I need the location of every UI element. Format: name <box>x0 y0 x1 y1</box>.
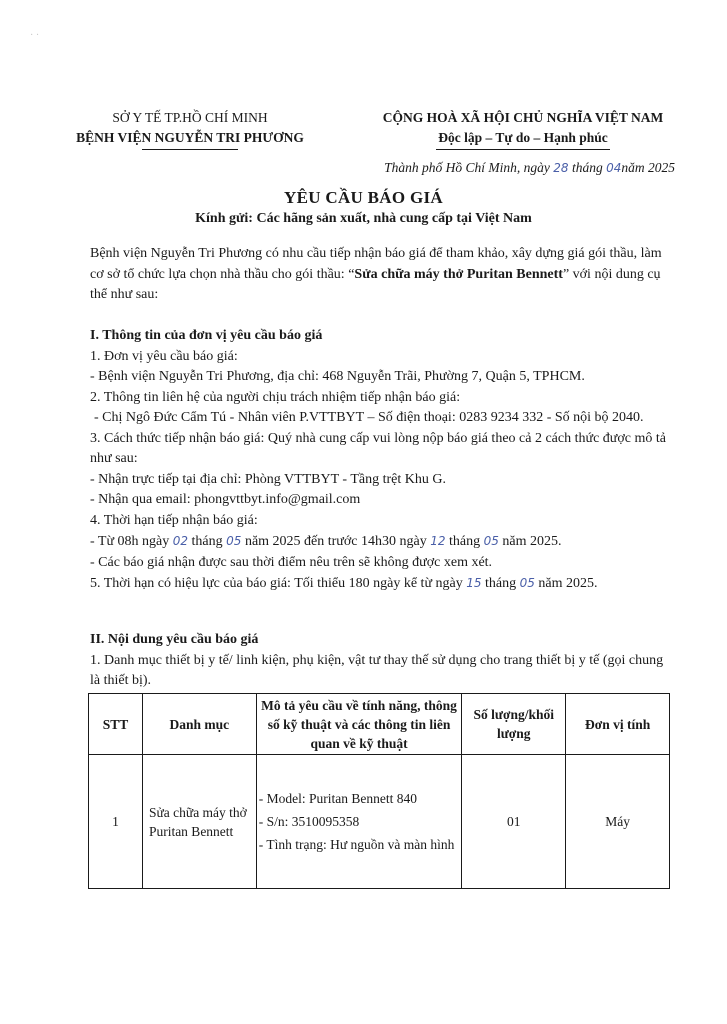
issuer-hospital: BỆNH VIỆN NGUYỄN TRI PHƯƠNG <box>76 130 304 145</box>
date-day: 28 <box>553 161 569 175</box>
desc-status: - Tình trạng: Hư nguồn và màn hình <box>258 837 455 852</box>
header-unit: Đơn vị tính <box>566 694 670 755</box>
section1-item3: 3. Cách thức tiếp nhận báo giá: Quý nhà cung cấp vui lòng nộp báo giá theo cả 2 cách thức được mô tả như sau: <box>90 430 666 466</box>
national-motto: Độc lập – Tự do – Hạnh phúc <box>438 130 608 145</box>
national-header <box>368 108 678 150</box>
header-description: Mô tả yêu cầu về tính năng, thông số kỹ thuật và các thông tin liên quan về kỹ thuật <box>256 694 462 755</box>
date-month: 04 <box>606 161 622 175</box>
section1-item5: 5. Thời hạn có hiệu lực của báo giá: Tối thiểu 180 ngày kể từ ngày 15 tháng 05 năm 2025. <box>90 576 598 591</box>
section1-item2: 2. Thông tin liên hệ của người chịu trách nhiệm tiếp nhận báo giá: <box>90 389 461 405</box>
receive-start-day: 02 <box>172 534 189 548</box>
section1-item1: 1. Đơn vị yêu cầu báo giá: <box>90 348 238 364</box>
receive-start-month: 05 <box>226 534 242 548</box>
date-month-label: tháng <box>571 160 603 175</box>
document-title: YÊU CẦU BÁO GIÁ <box>284 188 443 207</box>
date-prefix: Thành phố Hồ Chí Minh, ngày <box>384 160 550 175</box>
date-year: năm 2025 <box>621 160 675 175</box>
header-category: Danh mục <box>142 694 256 755</box>
section1-item4-detail2: - Các báo giá nhận được sau thời điểm nêu trên sẽ không được xem xét. <box>90 554 493 570</box>
section1-heading: I. Thông tin của đơn vị yêu cầu báo giá <box>90 328 323 343</box>
section1-item4: 4. Thời hạn tiếp nhận báo giá: <box>90 512 258 528</box>
section1-item1-detail: - Bệnh viện Nguyễn Tri Phương, địa chỉ: 468 Nguyễn Trãi, Phường 7, Quận 5, TPHCM. <box>90 369 585 384</box>
cell-category: Sửa chữa máy thở Puritan Bennett <box>142 755 256 889</box>
section-requester-info <box>90 326 673 595</box>
header-stt: STT <box>89 694 143 755</box>
desc-model: - Model: Puritan Bennett 840 <box>258 791 417 806</box>
section1-item3-detail1: - Nhận trực tiếp tại địa chỉ: Phòng VTTBYT - Tầng trệt Khu G. <box>90 471 446 487</box>
validity-start-day: 15 <box>466 576 482 590</box>
cell-description <box>256 755 462 889</box>
section1-item2-detail: - Chị Ngô Đức Cẩm Tú - Nhân viên P.VTTBYT – Số điện thoại: 0283 9234 332 - Số nội bộ 2040. <box>94 410 644 425</box>
scan-artifact-mark: · · <box>30 30 40 41</box>
validity-start-month: 05 <box>519 576 535 590</box>
section2-item1: 1. Danh mục thiết bị y tế/ linh kiện, phụ kiện, vật tư thay thế sử dụng cho trang thiết bị y tế (gọi chung là thiết bị). <box>90 652 664 688</box>
section1-item3-detail2: - Nhận qua email: phongvttbyt.info@gmail.com <box>90 492 361 507</box>
intro-text-before: Bệnh viện Nguyễn Tri Phương có nhu cầu tiếp nhận báo giá để tham khảo, xây dựng giá gói thầu, làm cơ sở tổ chức lựa chọn nhà thầu cho gói thầu: “ <box>90 246 662 282</box>
national-title: CỘNG HOÀ XÃ HỘI CHỦ NGHĨA VIỆT NAM <box>382 110 664 125</box>
table-header-row <box>89 694 670 755</box>
document-recipient: Kính gửi: Các hãng sản xuất, nhà cung cấp tại Việt Nam <box>195 211 532 226</box>
receive-end-month: 05 <box>483 534 499 548</box>
issuer-underline <box>142 149 238 150</box>
receive-end-day: 12 <box>430 534 446 548</box>
section-request-content <box>90 630 673 692</box>
header-quantity: Số lượng/khối lượng <box>462 694 566 755</box>
cell-stt: 1 <box>89 755 143 889</box>
motto-underline <box>436 149 610 150</box>
equipment-table <box>88 693 670 889</box>
package-name: Sửa chữa máy thở Puritan Bennett <box>354 266 563 282</box>
section1-item4-period: - Từ 08h ngày 02 tháng 05 năm 2025 đến trước 14h30 ngày 12 tháng 05 năm 2025. <box>90 534 562 549</box>
intro-text-after: ” với nội dung cụ thể như sau: <box>90 266 661 302</box>
intro-paragraph <box>90 244 673 306</box>
cell-quantity: 01 <box>462 755 566 889</box>
issuer-header <box>60 108 320 150</box>
desc-serial: - S/n: 3510095358 <box>258 814 360 829</box>
table-row <box>89 755 670 889</box>
section2-heading: II. Nội dung yêu cầu báo giá <box>90 632 259 647</box>
issuer-department: SỞ Y TẾ TP.HỒ CHÍ MINH <box>112 110 268 125</box>
document-date <box>384 160 675 176</box>
cell-unit: Máy <box>566 755 670 889</box>
